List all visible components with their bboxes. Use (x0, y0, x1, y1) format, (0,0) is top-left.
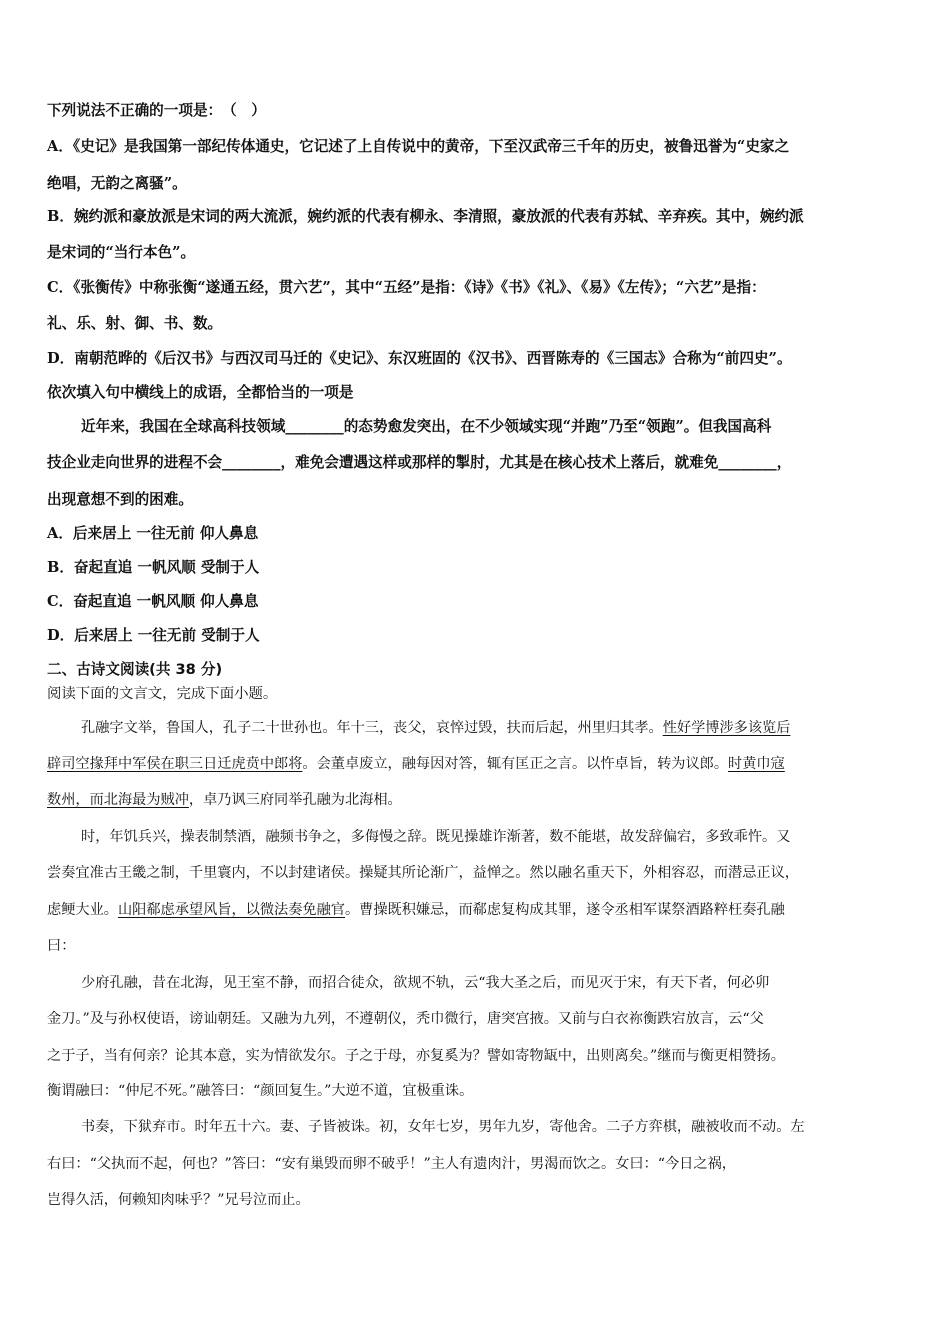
section-instruction: 阅读下面的文言文，完成下面小题。 (47, 686, 278, 702)
idiom-question-stem: 依次填入句中横线上的成语，全都恰当的一项是 (47, 384, 354, 401)
idiom-passage-line3: 出现意想不到的困难。 (47, 491, 193, 508)
idiom-passage-line1: 近年来，我国在全球高科技领域________的态势愈发突出，在不少领域实现“并跑”乃至“领跑”。但我国高科 (81, 418, 772, 435)
option-c-line2: 礼、乐、射、御、书、数。 (47, 315, 223, 332)
underlined-sentence-2: 时黄巾寇 (728, 756, 785, 772)
passage-p1-line1 (81, 718, 790, 738)
passage-text: 孔融字文举，鲁国人，孔子二十世孙也。年十三，丧父，哀悴过毁，扶而后起，州里归其孝。 (81, 720, 663, 736)
option-a-line2: 绝唱，无韵之离骚”。 (47, 175, 187, 192)
option-b-line1: B．婉约派和豪放派是宋词的两大流派，婉约派的代表有柳永、李清照，豪放派的代表有苏轼、辛弃疾。其中，婉约派 (47, 208, 804, 225)
passage-p1-line3 (47, 790, 402, 810)
idiom-option-b: B．奋起直追 一帆风顺 受制于人 (47, 559, 260, 576)
underlined-sentence-1-cont: 辟司空掾拜中军侯在职三日迁虎贲中郎将 (47, 756, 303, 772)
passage-p3-line2: 金刀。”及与孙权使语，谤讪朝廷。又融为九列，不遵朝仪，秃巾微行，唐突宫掖。又前与白衣祢衡跌宕放言，云“父 (47, 1011, 764, 1027)
option-d-line1: D．南朝范晔的《后汉书》与西汉司马迁的《史记》、东汉班固的《汉书》、西晋陈寿的《三国志》合称为“前四史”。 (47, 350, 792, 367)
passage-p3-line4: 衡谓融曰：“仲尼不死。”融答曰：“颜回复生。”大逆不道，宜极重诛。 (47, 1083, 474, 1099)
passage-text: ，卓乃讽三府同举孔融为北海相。 (188, 792, 402, 808)
underlined-sentence-2-cont: 数州，而北海最为贼冲 (47, 792, 189, 808)
idiom-option-d: D．后来居上 一往无前 受制于人 (47, 627, 260, 644)
option-b-line2: 是宋词的“当行本色”。 (47, 244, 196, 261)
underlined-sentence-3: 山阳郗虑承望风旨，以微法奏免融官 (117, 902, 345, 918)
passage-p2-line2: 尝奏宜准古王畿之制，千里寰内，不以封建诸侯。操疑其所论渐广，益惮之。然以融名重天下，外相容忍，而潜忌正议， (47, 865, 799, 881)
passage-p2-line4: 曰： (47, 938, 76, 954)
idiom-option-c: C．奋起直追 一帆风顺 仰人鼻息 (47, 593, 259, 610)
passage-p3-line3: 之于子，当有何亲？论其本意，实为情欲发尔。子之于母，亦复奚为？譬如寄物缻中，出则离矣。”继而与衡更相赞扬。 (47, 1048, 785, 1064)
idiom-option-a: A．后来居上 一往无前 仰人鼻息 (47, 525, 259, 542)
passage-p4-line2: 右曰：“父执而不起，何也？”答曰：“安有巢毁而卵不破乎！”主人有遗肉汁，男渴而饮之。女曰：“今日之祸， (47, 1156, 736, 1172)
passage-p1-line2 (47, 754, 785, 774)
underlined-sentence-1: 性好学博涉多该览后 (662, 720, 791, 736)
passage-text: 。会董卓废立，融每因对答，辄有匡正之言。以忤卓旨，转为议郎。 (302, 756, 729, 772)
passage-p3-line1: 少府孔融，昔在北海，见王室不静，而招合徒众，欲规不轨，云“我大圣之后，而见灭于宋，有天下者，何必卯 (81, 975, 770, 991)
passage-text: 。曹操既积嫌忌，而郗虑复构成其罪，遂令丞相军谋祭酒路粹枉奏孔融 (344, 902, 785, 918)
passage-text: 虑鲠大业。 (47, 902, 118, 918)
passage-p2-line1: 时，年饥兵兴，操表制禁酒，融频书争之，多侮慢之辞。既见操雄诈渐著，数不能堪，故发辞偏宕，多致乖忤。又 (81, 829, 791, 845)
passage-p4-line3: 岂得久活，何赖知肉味乎？”兄号泣而止。 (47, 1192, 310, 1208)
passage-p2-line3 (47, 900, 785, 920)
question-stem: 下列说法不正确的一项是： （ ） (47, 102, 266, 119)
passage-p4-line1: 书奏，下狱弃市。时年五十六。妻、子皆被诛。初，女年七岁，男年九岁，寄他舍。二子方弈棋，融被收而不动。左 (81, 1119, 805, 1135)
option-c-line1: C．《张衡传》中称张衡“遂通五经，贯六艺”，其中“五经”是指：《诗》《书》《礼》、《易》《左传》；“六艺”是指： (47, 279, 766, 296)
option-a-line1: A．《史记》是我国第一部纪传体通史，它记述了上自传说中的黄帝，下至汉武帝三千年的历史，被鲁迅誉为“史家之 (47, 138, 790, 155)
idiom-passage-line2: 技企业走向世界的进程不会________，难免会遭遇这样或那样的掣肘，尤其是在核心技术上落后，就难免________， (47, 454, 792, 471)
section-title: 二、古诗文阅读(共 38 分) (47, 661, 223, 678)
